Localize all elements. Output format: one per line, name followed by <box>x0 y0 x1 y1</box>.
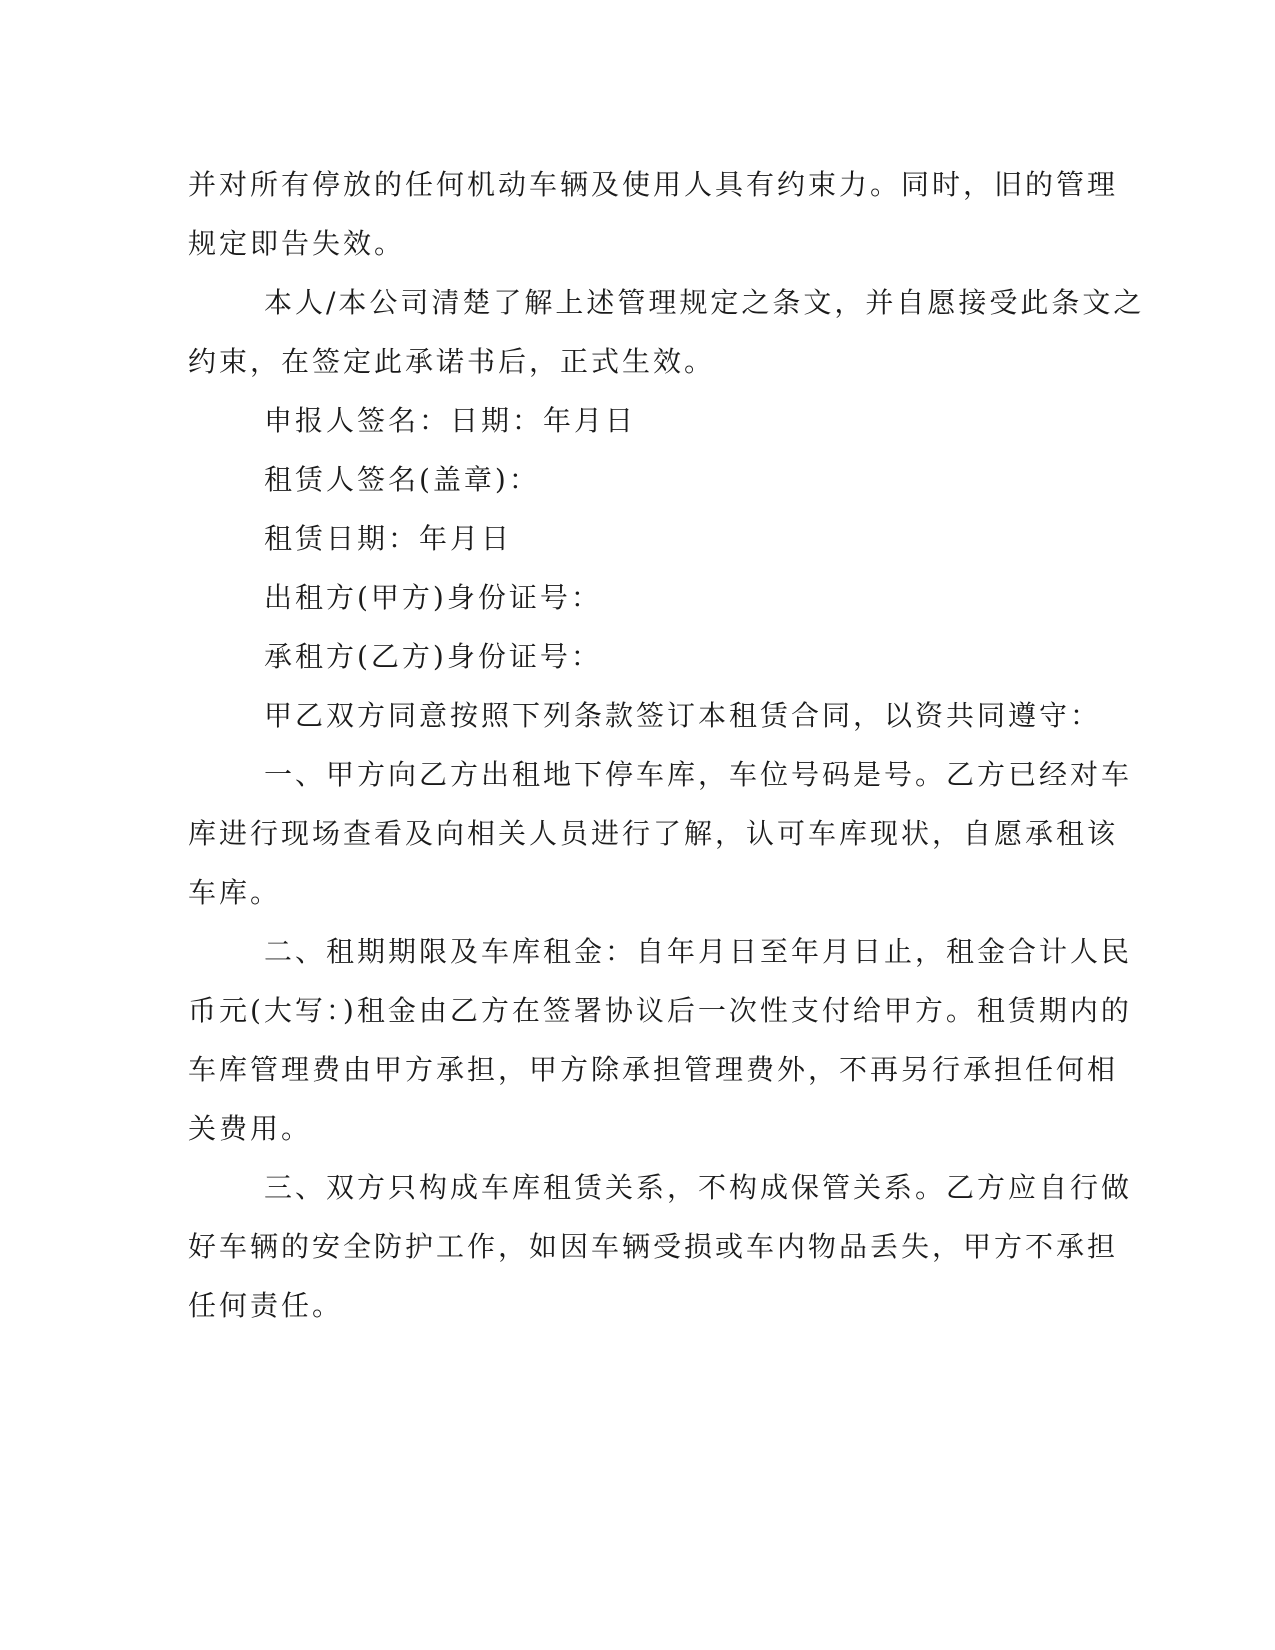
text-line: 库进行现场查看及向相关人员进行了解，认可车库现状，自愿承租该 <box>188 817 1119 850</box>
text-line: 甲乙双方同意按照下列条款签订本租赁合同，以资共同遵守： <box>264 699 1102 732</box>
text-line: 出租方(甲方)身份证号： <box>264 581 602 614</box>
paragraph-lease-date <box>188 509 1088 568</box>
text-line: 车库。 <box>188 876 282 909</box>
text-line: 本人/本公司清楚了解上述管理规定之条文，并自愿接受此条文之 <box>264 286 1145 319</box>
text-line: 任何责任。 <box>188 1289 344 1322</box>
text-line: 规定即告失效。 <box>188 227 406 260</box>
paragraph-continuation <box>188 155 1119 273</box>
text-line: 关费用。 <box>188 1112 313 1145</box>
paragraph-clause-1 <box>188 745 1133 922</box>
paragraph-clause-2 <box>188 922 1133 1158</box>
text-line: 好车辆的安全防护工作，如因车辆受损或车内物品丢失，甲方不承担 <box>188 1230 1119 1263</box>
paragraph-declarant-signature <box>188 391 1088 450</box>
text-line: 二、租期期限及车库租金：自年月日至年月日止，租金合计人民 <box>264 935 1133 968</box>
text-line: 租赁日期：年月日 <box>264 522 513 555</box>
paragraph-lessee-signature <box>188 450 1088 509</box>
text-line: 三、双方只构成车库租赁关系，不构成保管关系。乙方应自行做 <box>264 1171 1133 1204</box>
text-line: 申报人签名：日期：年月日 <box>264 404 637 437</box>
paragraph-lessee-id <box>188 627 1088 686</box>
paragraph-acknowledgement <box>188 273 1145 391</box>
paragraph-lessor-id <box>188 568 1088 627</box>
text-line: 币元(大写：)租金由乙方在签署协议后一次性支付给甲方。租赁期内的 <box>188 994 1132 1027</box>
text-line: 租赁人签名(盖章)： <box>264 463 540 496</box>
text-line: 约束，在签定此承诺书后，正式生效。 <box>188 345 716 378</box>
text-line: 并对所有停放的任何机动车辆及使用人具有约束力。同时，旧的管理 <box>188 168 1119 201</box>
document-body <box>188 155 1145 1335</box>
text-line: 一、甲方向乙方出租地下停车库，车位号码是号。乙方已经对车 <box>264 758 1133 791</box>
paragraph-clause-3 <box>188 1158 1133 1335</box>
text-line: 车库管理费由甲方承担，甲方除承担管理费外，不再另行承担任何相 <box>188 1053 1119 1086</box>
text-line: 承租方(乙方)身份证号： <box>264 640 602 673</box>
paragraph-agreement-intro <box>188 686 1102 745</box>
